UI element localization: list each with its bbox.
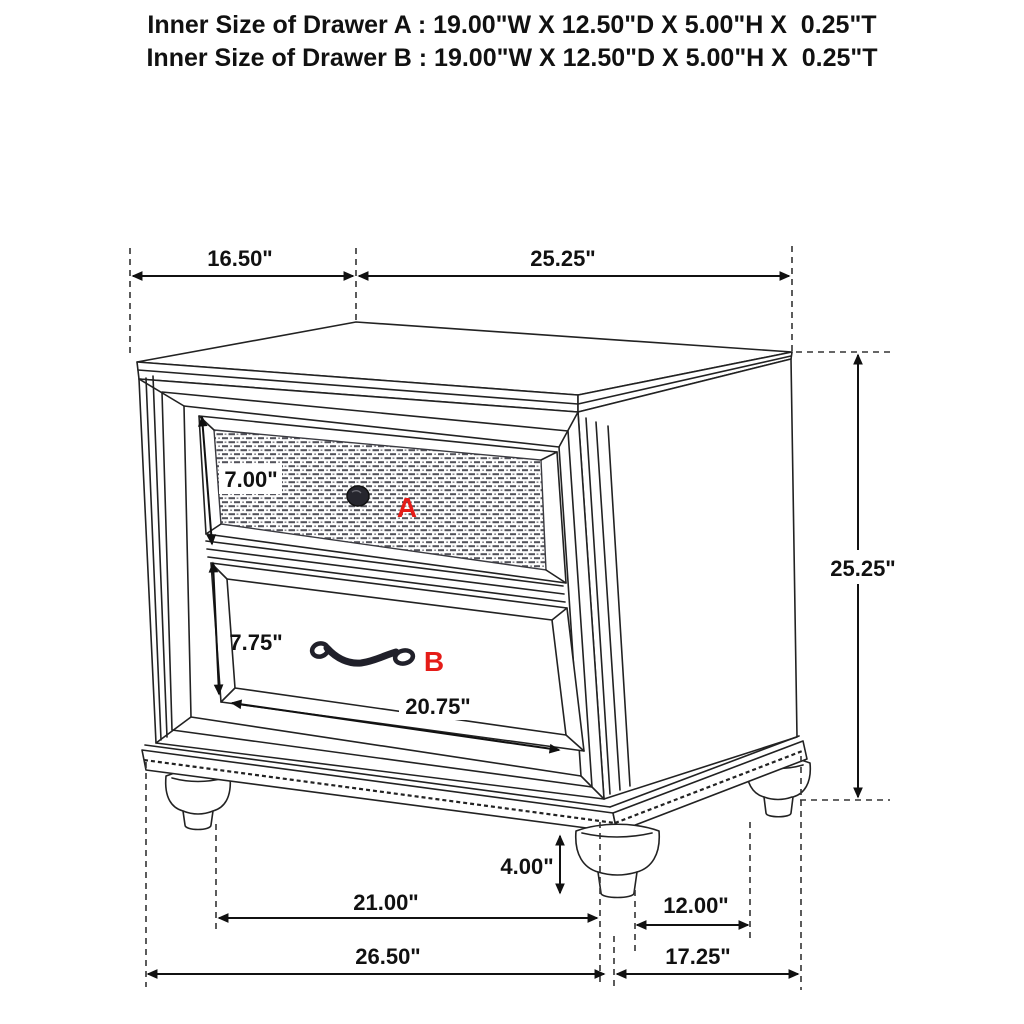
drawer-a-knob bbox=[347, 486, 369, 506]
dim-front-feet-span-label: 21.00" bbox=[353, 890, 419, 915]
side-panel bbox=[578, 359, 797, 799]
dim-front-feet-span bbox=[219, 890, 597, 918]
dim-overall-depth bbox=[617, 944, 798, 974]
dim-overall-depth-label: 17.25" bbox=[665, 944, 731, 969]
dim-top-width-label: 16.50" bbox=[207, 246, 273, 271]
drawer-a-size-line: Inner Size of Drawer A : 19.00"W X 12.50"D X 5.00"H X 0.25"T bbox=[147, 11, 877, 39]
drawer-b-size-line: Inner Size of Drawer B : 19.00"W X 12.50"D X 5.00"H X 0.25"T bbox=[146, 44, 878, 72]
dim-overall-width bbox=[148, 944, 604, 974]
nightstand-drawing bbox=[137, 322, 810, 898]
dim-side-feet-span-label: 12.00" bbox=[663, 893, 729, 918]
dim-drawer-b-height-label: 7.75" bbox=[229, 630, 283, 655]
dim-foot-height-label: 4.00" bbox=[500, 854, 554, 879]
dim-overall-height bbox=[820, 355, 908, 797]
front-right-foot bbox=[576, 824, 660, 897]
dim-drawer-a-height-label: 7.00" bbox=[224, 467, 278, 492]
dim-foot-height bbox=[500, 836, 560, 893]
dim-top-depth-label: 25.25" bbox=[530, 246, 596, 271]
dim-top-width bbox=[133, 246, 353, 276]
dim-top-depth bbox=[359, 246, 789, 276]
dim-side-feet-span bbox=[637, 893, 748, 925]
dim-overall-height-label: 25.25" bbox=[830, 556, 896, 581]
drawer-b-letter: B bbox=[423, 646, 445, 677]
dim-overall-width-label: 26.50" bbox=[355, 944, 421, 969]
dim-drawer-b-width-label: 20.75" bbox=[405, 694, 471, 719]
drawer-a-letter: A bbox=[396, 492, 418, 523]
